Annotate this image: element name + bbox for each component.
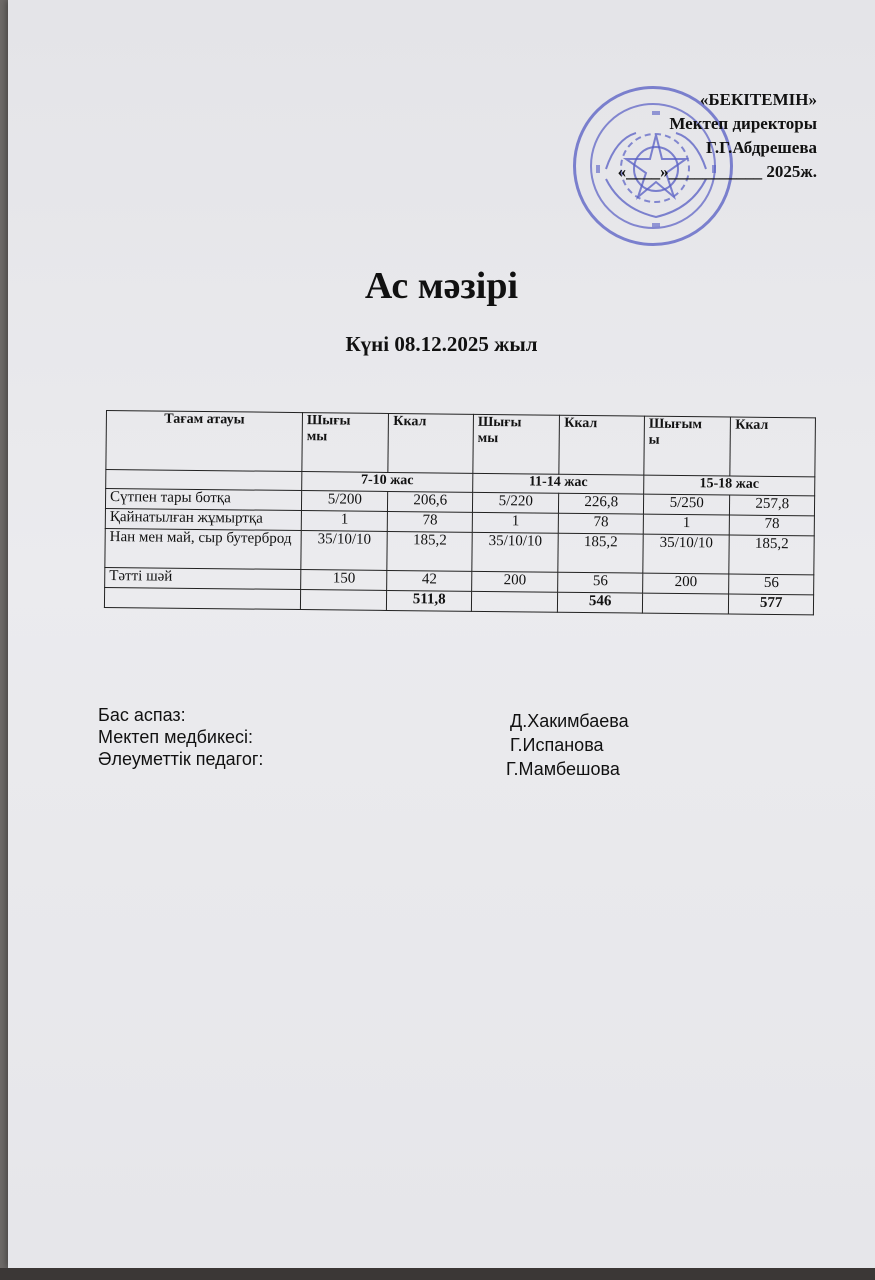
age-group-7-10: 7-10 жас bbox=[302, 472, 473, 493]
cell-value: 78 bbox=[559, 513, 644, 534]
signature-name: Г.Испанова bbox=[510, 735, 604, 755]
approval-heading: «БЕКІТЕМІН» bbox=[699, 90, 817, 109]
cell-value: 35/10/10 bbox=[301, 531, 388, 571]
age-group-11-14: 11-14 жас bbox=[473, 473, 644, 494]
total-kcal-11-14: 546 bbox=[558, 592, 643, 613]
totals-spacer bbox=[471, 591, 558, 612]
cell-value: 150 bbox=[301, 570, 388, 591]
signature-role: Бас аспаз: bbox=[98, 705, 186, 725]
dish-name: Тәтті шәй bbox=[105, 567, 301, 589]
header-kcal-3: Ккал bbox=[730, 417, 815, 477]
signature-row bbox=[98, 705, 718, 731]
cell-value: 185,2 bbox=[558, 533, 643, 573]
page-subtitle: Күні 08.12.2025 жыл bbox=[345, 332, 538, 356]
header-dish-name: Тағам атауы bbox=[106, 411, 303, 472]
total-kcal-15-18: 577 bbox=[729, 594, 814, 615]
age-group-15-18: 15-18 жас bbox=[644, 475, 815, 496]
cell-value: 185,2 bbox=[387, 531, 472, 571]
table-header-row bbox=[106, 411, 816, 477]
cell-value: 78 bbox=[388, 511, 473, 532]
age-group-spacer bbox=[106, 470, 302, 491]
header-output-2: Шығы мы bbox=[473, 414, 560, 474]
menu-table bbox=[104, 410, 816, 615]
dish-name: Нан мен май, сыр бутерброд bbox=[105, 528, 301, 569]
approval-position: Мектеп директоры bbox=[669, 114, 817, 133]
cell-value: 206,6 bbox=[388, 491, 473, 512]
approval-director-name: Г.Г.Абдрешева bbox=[706, 138, 817, 157]
desk-background bbox=[0, 1268, 875, 1280]
approval-date-year: 2025ж. bbox=[766, 162, 817, 181]
cell-value: 35/10/10 bbox=[472, 532, 559, 572]
totals-spacer bbox=[642, 593, 729, 614]
cell-value: 226,8 bbox=[559, 493, 644, 514]
cell-value: 5/250 bbox=[643, 494, 730, 515]
cell-value: 1 bbox=[301, 511, 388, 532]
header-output-3: Шығым ы bbox=[644, 416, 731, 476]
total-kcal-7-10: 511,8 bbox=[387, 590, 472, 611]
dish-name: Сүтпен тары ботқа bbox=[105, 489, 301, 511]
approval-date-line: «____»___________ 2025ж. bbox=[617, 162, 817, 181]
dish-name: Қайнатылған жұмыртқа bbox=[105, 508, 301, 530]
signature-role: Мектеп медбикесі: bbox=[98, 727, 254, 747]
cell-value: 1 bbox=[472, 512, 559, 533]
page-title: Ас мәзірі bbox=[364, 265, 519, 307]
cell-value: 35/10/10 bbox=[643, 534, 730, 574]
cell-value: 56 bbox=[558, 572, 643, 593]
signature-name: Г.Мамбешова bbox=[506, 759, 620, 779]
cell-value: 78 bbox=[730, 515, 815, 536]
cell-value: 5/200 bbox=[301, 491, 388, 512]
signature-name: Д.Хакимбаева bbox=[510, 711, 629, 731]
header-kcal-1: Ккал bbox=[388, 413, 473, 473]
header-output-1: Шығы мы bbox=[302, 413, 389, 473]
cell-value: 185,2 bbox=[729, 535, 814, 575]
cell-value: 5/220 bbox=[472, 492, 559, 513]
signature-row bbox=[98, 727, 718, 755]
totals-label-cell bbox=[104, 587, 300, 609]
signature-row bbox=[98, 749, 718, 779]
cell-value: 257,8 bbox=[730, 495, 815, 516]
document-page bbox=[8, 0, 875, 1268]
signatures-block bbox=[98, 705, 718, 779]
cell-value: 200 bbox=[472, 571, 559, 592]
approval-block bbox=[557, 88, 817, 184]
header-kcal-2: Ккал bbox=[559, 415, 644, 475]
totals-spacer bbox=[300, 590, 387, 611]
cell-value: 56 bbox=[729, 574, 814, 595]
cell-value: 200 bbox=[643, 573, 730, 594]
signature-role: Әлеуметтік педагог: bbox=[98, 749, 264, 769]
cell-value: 1 bbox=[643, 514, 730, 535]
cell-value: 42 bbox=[387, 570, 472, 591]
